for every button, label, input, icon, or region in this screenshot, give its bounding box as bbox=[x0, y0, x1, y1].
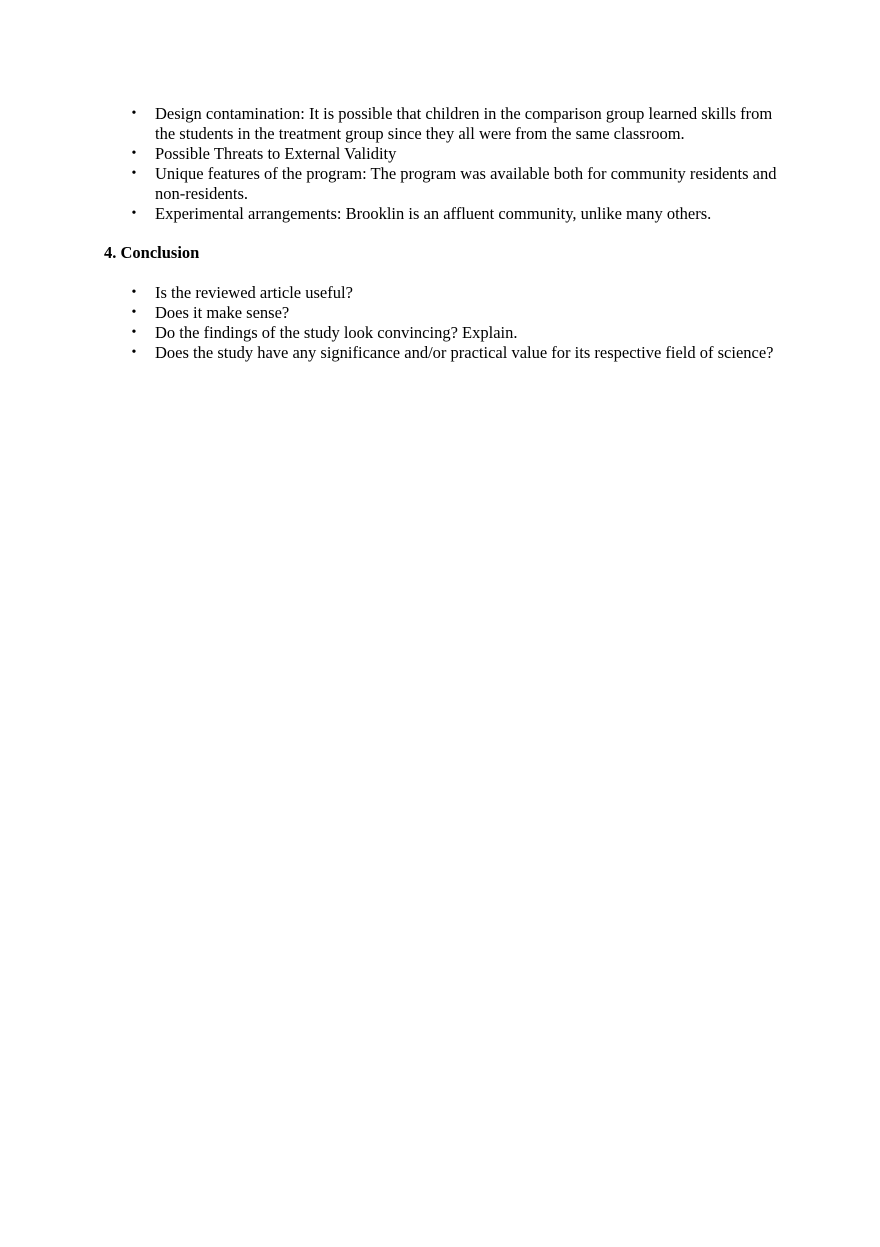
bullet-icon: • bbox=[131, 106, 137, 121]
list-item-text: Possible Threats to External Validity bbox=[155, 144, 397, 163]
bullet-icon: • bbox=[131, 325, 137, 340]
list-item-text: Does the study have any significance and/or practical value for its respective field of science? bbox=[155, 343, 774, 362]
list-item-text: Is the reviewed article useful? bbox=[155, 283, 353, 302]
list-item bbox=[126, 204, 786, 224]
list-item bbox=[126, 323, 786, 343]
list-item-text: Do the findings of the study look convincing? Explain. bbox=[155, 323, 518, 342]
bullet-icon: • bbox=[131, 345, 137, 360]
bullet-icon: • bbox=[131, 206, 137, 221]
bullet-icon: • bbox=[131, 166, 137, 181]
list-item bbox=[126, 283, 786, 303]
bullet-icon: • bbox=[131, 146, 137, 161]
list-item bbox=[126, 104, 786, 144]
list-item bbox=[126, 343, 786, 363]
list-item-text: Unique features of the program: The program was available both for community residents and non-residents. bbox=[155, 164, 777, 203]
list-item-text: Does it make sense? bbox=[155, 303, 290, 322]
list-item bbox=[126, 164, 786, 204]
conclusion-heading: 4. Conclusion bbox=[104, 243, 200, 262]
list-item bbox=[126, 144, 786, 164]
bullet-icon: • bbox=[131, 285, 137, 300]
list-item-text: Design contamination: It is possible that children in the comparison group learned skills from the students in the treatment group since they all were from the same classroom. bbox=[155, 104, 773, 143]
list-item bbox=[126, 303, 786, 323]
bullet-icon: • bbox=[131, 305, 137, 320]
threats-list bbox=[126, 104, 786, 224]
list-item-text: Experimental arrangements: Brooklin is an affluent community, unlike many others. bbox=[155, 204, 712, 223]
conclusion-list bbox=[126, 283, 786, 363]
